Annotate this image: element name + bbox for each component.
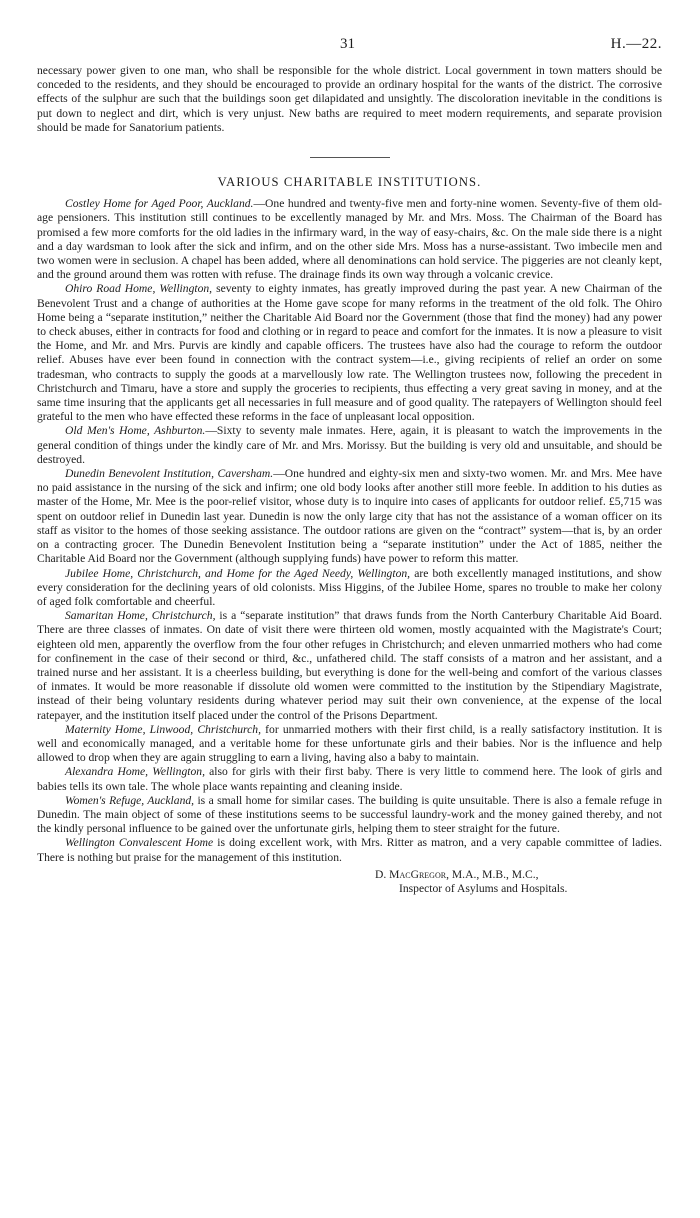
signatory-title: Inspector of Asylums and Hospitals. [399, 881, 568, 895]
institution-name: Samaritan Home, Christchurch, [65, 609, 216, 623]
institution-name: Costley Home for Aged Poor, Auckland. [65, 197, 254, 211]
page-number: 31 [340, 36, 355, 52]
paragraph-text: —Sixty to seventy male inmates. Here, again, it is pleasant to watch the improvements in the general condition of things under the kindly care of Mr. and Mrs. Morissy. But the building is very old and unsuitable, and should be destroyed. [37, 424, 662, 466]
paragraph-maternity-home [37, 723, 662, 766]
paragraph-text: are both excellently managed institutions, and show every consideration for the declining years of old colonists. Miss Higgins, of the Jubilee Home, spares no trouble to make her colony of aged folk comfortable and cheerful. [37, 566, 663, 608]
paragraph-old-mens-home [37, 424, 662, 467]
signatory-name: D. MacGregor, M.A., M.B., M.C., [375, 867, 539, 881]
paragraph-womens-refuge [37, 794, 662, 837]
paragraph-text: is a small home for similar cases. The building is quite unsuitable. There is also a female refuge in Dunedin. The main object of some of these institutions seems to be successful laundry-work and the money gained thereby, and not the kindly personal influence to be gained over the unfortunate girls, helping them to steer straight for the future. [37, 793, 662, 836]
paragraph-text: seventy to eighty inmates, has greatly improved during the past year. A new Chairman of the Benevolent Trust and a change of authorities at the Home gave scope for many reforms in the treatment of the old folk. The Ohiro Home being a “separate institution,” neither the Charitable Aid Board nor the Government (those that find the money) had any power to check abuses, either in contracts for food and clothing or in regard to peace and comfort for the inmates. It is now a pleasure to visit the Home, and Mr. and Mrs. Purvis are kindly and capable officers. The trustees have also had the courage to reform the outdoor relief. Abuses have ever been found in connection with the contract system—i.e., giving recipients of relief an order on some tradesman, who contracts to supply the goods at a marvellously low rate. The Wellington trustees now, following the precedent in Christchurch and Timaru, have a store and supply the groceries to recipients, thus effecting a very great saving in money, and at the same time insuring that the applicants get all necessaries in full measure and of good quality. The ratepayers of Wellington should feel grateful to the men who have effected these reforms in the face of unpleasant local opposition. [37, 282, 662, 424]
signature-block [375, 868, 662, 896]
paragraph-samaritan-home [37, 609, 662, 723]
paragraph-ohiro-road-home [37, 282, 662, 424]
intro-paragraph: necessary power given to one man, who shall be responsible for the whole district. Local government in town matters should be conceded to the residents, and they should be encouraged to provide an ordinary hospital for the wants of the district. The corrosive effects of the sulphur are such that the buildings soon get dilapidated and unsightly. The discoloration inevitable in the conditions is put down to neglect and dirt, which is very unjust. New baths are required to meet modern requirements, and separate provision should be made for Sanatorium patients. [37, 64, 662, 134]
paragraph-text: —One hundred and eighty-six men and sixty-two women. Mr. and Mrs. Mee have no paid assistance in the nursing of the sick and infirm; one old body looks after another still more feeble. In addition to his duties as master of the Home, Mr. Mee is the poor-relief visitor, whose duty is to inquire into cases of applicants for outdoor relief. £5,715 was spent on outdoor relief in Dunedin last year. Dunedin is now the only large city that has not the assistance of a woman officer on its staff as visitor to the homes of those seeking assistance. The outdoor rations are given on the “contract” system—that is, by an order on a contracting grocer. The Dunedin Benevolent Institution being a “separate institution” under the Act of 1885, neither the Charitable Aid Board nor the Government (although supplying funds) have power to reform this matter. [37, 467, 662, 566]
page-header [0, 36, 700, 54]
paragraph-text: —One hundred and twenty-five men and forty-nine women. Seventy-five of them old-age pensioners. This institution still continues to be excellently managed by Mr. and Mrs. Moss. The Chairman of the Board has promised a few more comforts for the old ladies in the infirmary ward, in the way of easy-chairs, &c. On the male side there is a night and a day wardsman to look after the sick and infirm, and on the other side Mrs. Moss has a nurse-assistant. Two imbecile men and two women were in seclusion. A chapel has been added, where all denominations can hold service. The piggeries are not cleanly kept, and the ground around them was rotten with refuse. The drainage finds its own way through a volcanic crevice. [37, 197, 662, 282]
institution-name: Maternity Home, Linwood, Christchurch, [65, 722, 261, 736]
body-text [37, 64, 662, 896]
institution-name: Jubilee Home, Christchurch, and Home for the Aged Needy, Wellington, [65, 566, 411, 580]
institution-name: Ohiro Road Home, Wellington, [65, 282, 213, 296]
paragraph-dunedin-benevolent [37, 467, 662, 566]
paragraph-text: also for girls with their first baby. There is very little to commend here. The look of girls and babies tells its own tale. The whole place wants repainting and cleaning inside. [37, 765, 662, 793]
institution-name: Women's Refuge, Auckland, [65, 793, 195, 807]
paragraph-jubilee-home [37, 567, 662, 610]
section-divider [310, 157, 390, 158]
section-title: VARIOUS CHARITABLE INSTITUTIONS. [217, 175, 482, 190]
paragraph-text: is a “separate institution” that draws funds from the North Canterbury Charitable Aid Board. There are three classes of inmates. On date of visit there were thirteen old women, mostly acquainted with the Magistrate's Court; eighteen old men, apparently the overflow from the four other refuges in Christchurch; and eleven unmarried mothers who had come for confinement in the case of their second or third, &c., unfathered child. The staff consists of a matron and her assistant, and a trained nurse and her assistant. It is a cheerless building, but everything is done for the well-being and comfort of the various classes of inmates. It would be more reasonable if dissolute old women were committed to the institution by the Stipendiary Magistrate, instead of their being voluntary residents during whatever period may suit their own convenience, at the expense of the local ratepayer, and the institution itself placed under the control of the Prisons Department. [37, 609, 662, 722]
institution-name: Alexandra Home, Wellington, [65, 765, 205, 779]
institution-name: Wellington Convalescent Home [65, 836, 214, 850]
institution-name: Dunedin Benevolent Institution, Caversham. [65, 467, 274, 481]
document-reference: H.—22. [610, 36, 662, 52]
paragraph-convalescent-home [37, 836, 662, 864]
paragraph-text: for unmarried mothers with their first child, is a really satisfactory institution. It is well and economically managed, and a veritable home for these unfortunate girls and their babies. Nor is the influence and help allowed to drop when they are again struggling to earn a living, having also a baby to maintain. [37, 722, 662, 765]
institution-name: Old Men's Home, Ashburton. [65, 424, 206, 438]
paragraph-text: is doing excellent work, with Mrs. Ritter as matron, and a very capable committee of ladies. There is nothing but praise for the management of this institution. [37, 836, 662, 864]
paragraph-costley-home [37, 197, 662, 282]
paragraph-alexandra-home [37, 765, 662, 793]
